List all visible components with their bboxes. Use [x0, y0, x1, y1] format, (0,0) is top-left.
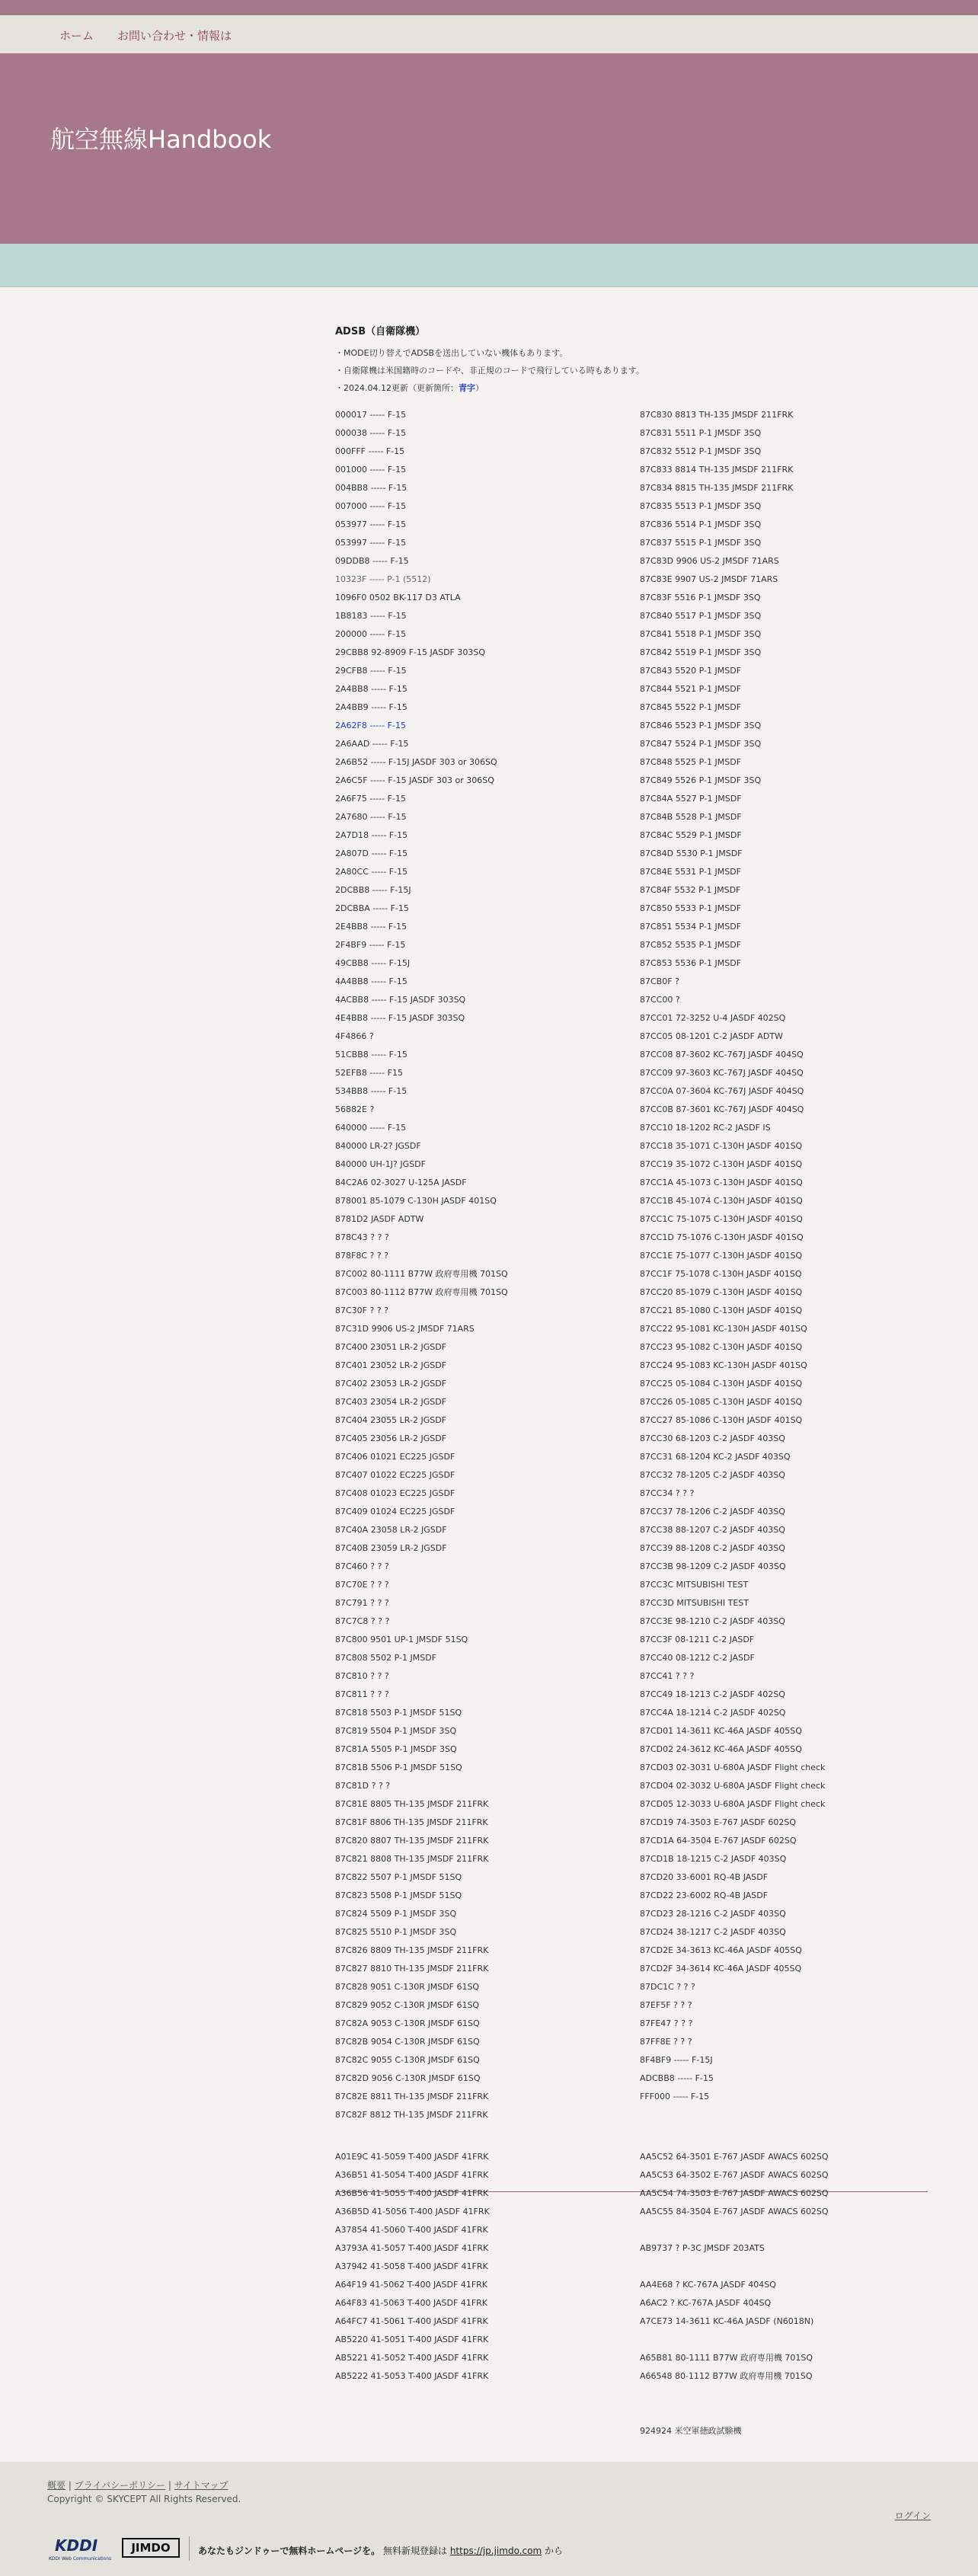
right-list-row: 87C850 5533 P-1 JMSDF — [640, 903, 742, 913]
bottom-left-row: A36B5D 41-5056 T-400 JASDF 41FRK — [335, 2207, 490, 2216]
left-list-row: 4A4BB8 ----- F-15 — [335, 976, 408, 986]
right-list-row: 87CC3D MITSUBISHI TEST — [640, 1598, 749, 1608]
left-list-row: 87C408 01023 EC225 JGSDF — [335, 1488, 455, 1498]
right-list-row: 87CC0B 87-3601 KC-767J JASDF 404SQ — [640, 1104, 804, 1114]
left-list-row: 87C825 5510 P-1 JMSDF 3SQ — [335, 1927, 457, 1937]
left-list-row: 52EFB8 ----- F15 — [335, 1068, 403, 1078]
right-list-row: 87CB0F ? — [640, 976, 679, 986]
right-list-row: 87CC19 35-1072 C-130H JASDF 401SQ — [640, 1159, 803, 1169]
bottom-left-row: AB5221 41-5052 T-400 JASDF 41FRK — [335, 2353, 489, 2363]
right-list-row: 87CD22 23-6002 RQ-4B JASDF — [640, 1890, 769, 1900]
left-list-row: 87C811 ? ? ? — [335, 1689, 389, 1699]
bottom-left-row: AB5220 41-5051 T-400 JASDF 41FRK — [335, 2335, 489, 2344]
right-list-row: 87C852 5535 P-1 JMSDF — [640, 940, 742, 950]
promo-bold: あなたもジンドゥーで無料ホームページを。 — [198, 2546, 381, 2556]
right-list-row: 87CC20 85-1079 C-130H JASDF 401SQ — [640, 1287, 803, 1297]
right-list-row: 87CC3E 98-1210 C-2 JASDF 403SQ — [640, 1616, 785, 1626]
left-list-row: 878001 85-1079 C-130H JASDF 401SQ — [335, 1196, 497, 1206]
promo-body: 無料新規登録は — [380, 2546, 450, 2556]
right-list-row: 87CC32 78-1205 C-2 JASDF 403SQ — [640, 1470, 785, 1480]
right-list-row: 87CD05 12-3033 U-680A JASDF Flight check — [640, 1799, 826, 1809]
bottom-right-row: AA5C54 74-3503 E-767 JASDF AWACS 602SQ — [640, 2188, 829, 2198]
main-nav — [0, 15, 978, 54]
left-list-row: 87C40B 23059 LR-2 JGSDF — [335, 1543, 447, 1553]
left-list-row: 8781D2 JASDF ADTW — [335, 1214, 424, 1224]
bottom-right-row: A65B81 80-1111 B77W 政府専用機 701SQ — [640, 2353, 813, 2363]
left-list-row: 87C82D 9056 C-130R JMSDF 61SQ — [335, 2073, 481, 2083]
right-list-row: 87CC4A 18-1214 C-2 JASDF 402SQ — [640, 1708, 786, 1718]
left-list-row: 2A62F8 ----- F-15 — [335, 721, 406, 730]
footer-links: 概要 | プライバシーポリシー | サイトマップ — [47, 2480, 229, 2491]
right-list-row: 87CC22 95-1081 KC-130H JASDF 401SQ — [640, 1324, 807, 1334]
left-list-row: 87C405 23056 LR-2 JGSDF — [335, 1433, 446, 1443]
right-list-row: 87CC1E 75-1077 C-130H JASDF 401SQ — [640, 1251, 803, 1261]
right-list-row: 87C842 5519 P-1 JMSDF 3SQ — [640, 647, 762, 657]
right-list-row: 87CD23 28-1216 C-2 JASDF 403SQ — [640, 1909, 786, 1919]
left-list-row: 200000 ----- F-15 — [335, 629, 407, 639]
left-list-row: 2A6B52 ----- F-15J JASDF 303 or 306SQ — [335, 757, 497, 767]
left-list-row: 840000 LR-2? JGSDF — [335, 1141, 421, 1151]
right-list-row: 87CD1B 18-1215 C-2 JASDF 403SQ — [640, 1854, 787, 1864]
right-list-row: 87CC26 05-1085 C-130H JASDF 401SQ — [640, 1397, 803, 1407]
hero-banner — [0, 53, 978, 244]
code-list-right — [640, 406, 929, 2106]
left-list-row: 87C82F 8812 TH-135 JMSDF 211FRK — [335, 2110, 488, 2120]
promo-end: から — [542, 2546, 563, 2556]
right-list-row: 87CC1A 45-1073 C-130H JASDF 401SQ — [640, 1178, 803, 1187]
left-list-row: 1B8183 ----- F-15 — [335, 611, 407, 621]
left-list-row: 2A80CC ----- F-15 — [335, 867, 408, 877]
left-list-row: 87C800 9501 UP-1 JMSDF 51SQ — [335, 1635, 468, 1644]
right-list-row: 87CD01 14-3611 KC-46A JASDF 405SQ — [640, 1726, 802, 1736]
section-title: ADSB（自衛隊機） — [335, 326, 426, 337]
left-list-row: 4E4BB8 ----- F-15 JASDF 303SQ — [335, 1013, 465, 1023]
right-list-row: 87CD03 02-3031 U-680A JASDF Flight check — [640, 1763, 826, 1772]
left-list-row: 87C820 8807 TH-135 JMSDF 211FRK — [335, 1836, 489, 1846]
left-list-row: 000038 ----- F-15 — [335, 428, 407, 438]
left-list-row: 004BB8 ----- F-15 — [335, 483, 408, 493]
left-list-row: 56882E ? — [335, 1104, 375, 1114]
bottom-right-row: AB9737 ? P-3C JMSDF 203ATS — [640, 2243, 765, 2253]
left-list-row: 87C822 5507 P-1 JMSDF 51SQ — [335, 1872, 462, 1882]
right-list-row: 87C843 5520 P-1 JMSDF — [640, 666, 742, 676]
left-list-row: 51CBB8 ----- F-15 — [335, 1050, 408, 1059]
update-highlight: 青字 — [458, 383, 475, 393]
left-list-row: 87C30F ? ? ? — [335, 1306, 389, 1315]
right-list-row: 87CC09 97-3603 KC-767J JASDF 404SQ — [640, 1068, 804, 1078]
right-list-row: 87C833 8814 TH-135 JMSDF 211FRK — [640, 465, 794, 475]
right-list-row: 87CC10 18-1202 RC-2 JASDF IS — [640, 1123, 771, 1133]
bottom-left-row: A64FC7 41-5061 T-400 JASDF 41FRK — [335, 2316, 488, 2326]
right-list-row: 87C834 8815 TH-135 JMSDF 211FRK — [640, 483, 794, 493]
left-list-row: 87C82C 9055 C-130R JMSDF 61SQ — [335, 2055, 480, 2065]
left-list-row: 878C43 ? ? ? — [335, 1232, 389, 1242]
left-list-row: 87C81A 5505 P-1 JMSDF 3SQ — [335, 1744, 457, 1754]
right-list-row: 87CC1D 75-1076 C-130H JASDF 401SQ — [640, 1232, 804, 1242]
update-suffix: ） — [475, 383, 484, 393]
promo-divider — [189, 2536, 190, 2561]
teal-band — [0, 244, 978, 287]
left-list-row: 87C002 80-1111 B77W 政府専用機 701SQ — [335, 1269, 508, 1279]
right-list-row: 87CC00 ? — [640, 995, 680, 1005]
top-accent-bar — [0, 0, 978, 15]
right-list-row: 87CC1F 75-1078 C-130H JASDF 401SQ — [640, 1269, 802, 1279]
right-list-row: 87C83D 9906 US-2 JMSDF 71ARS — [640, 556, 779, 566]
bottom-left-row: A36B51 41-5054 T-400 JASDF 41FRK — [335, 2170, 489, 2180]
right-list-row: 87C83E 9907 US-2 JMSDF 71ARS — [640, 574, 778, 584]
left-list-row: 2A6C5F ----- F-15 JASDF 303 or 306SQ — [335, 775, 494, 785]
kddi-logo[interactable]: KDDI — [55, 2536, 98, 2555]
left-list-row: 87C827 8810 TH-135 JMSDF 211FRK — [335, 1964, 489, 1974]
right-list-row: 87C848 5525 P-1 JMSDF — [640, 757, 742, 767]
left-list-row: 87C402 23053 LR-2 JGSDF — [335, 1379, 446, 1389]
left-list-row: 87C81E 8805 TH-135 JMSDF 211FRK — [335, 1799, 489, 1809]
footer — [0, 2462, 978, 2576]
right-list-row: 87CC25 05-1084 C-130H JASDF 401SQ — [640, 1379, 803, 1389]
left-list-row: 2A7680 ----- F-15 — [335, 812, 407, 822]
left-list-row: 2F4BF9 ----- F-15 — [335, 940, 406, 950]
left-list-row: 007000 ----- F-15 — [335, 501, 407, 511]
bottom-left-row: A3793A 41-5057 T-400 JASDF 41FRK — [335, 2243, 489, 2253]
bottom-left-row: A64F83 41-5063 T-400 JASDF 41FRK — [335, 2298, 488, 2308]
right-list-row: 87C853 5536 P-1 JMSDF — [640, 958, 742, 968]
left-list-row: 87C407 01022 EC225 JGSDF — [335, 1470, 455, 1480]
right-list-row: 87CC3C MITSUBISHI TEST — [640, 1580, 749, 1590]
left-list-row: 09DDB8 ----- F-15 — [335, 556, 409, 566]
right-list-row: 87CD24 38-1217 C-2 JASDF 403SQ — [640, 1927, 786, 1937]
bottom-right-row: AA5C52 64-3501 E-767 JASDF AWACS 602SQ — [640, 2152, 829, 2162]
right-list-row: 87CC01 72-3252 U-4 JASDF 402SQ — [640, 1013, 786, 1023]
left-list-row: 2E4BB8 ----- F-15 — [335, 922, 408, 932]
left-list-row: 87C791 ? ? ? — [335, 1598, 389, 1608]
right-list-row: 87CD02 24-3612 KC-46A JASDF 405SQ — [640, 1744, 802, 1754]
right-list-row: 87CD1A 64-3504 E-767 JASDF 602SQ — [640, 1836, 797, 1846]
left-list-row: 87C823 5508 P-1 JMSDF 51SQ — [335, 1890, 462, 1900]
right-list-row: 87CC38 88-1207 C-2 JASDF 403SQ — [640, 1525, 785, 1535]
right-list-row: 87CC1B 45-1074 C-130H JASDF 401SQ — [640, 1196, 803, 1206]
left-list-row: 2A7D18 ----- F-15 — [335, 830, 408, 840]
right-list-row: 87C841 5518 P-1 JMSDF 3SQ — [640, 629, 762, 639]
left-list-row: 2A6AAD ----- F-15 — [335, 739, 409, 749]
kddi-sub-text: KDDI Web Communications — [49, 2556, 112, 2562]
left-list-row: 640000 ----- F-15 — [335, 1123, 407, 1133]
site-title: 航空無線Handbook — [50, 125, 272, 154]
bottom-right-row — [640, 2404, 929, 2422]
left-list-row: 2A4BB8 ----- F-15 — [335, 684, 408, 694]
right-list-row: 87C84E 5531 P-1 JMSDF — [640, 867, 741, 877]
right-list-row: 87CC31 68-1204 KC-2 JASDF 403SQ — [640, 1452, 791, 1462]
left-list-row: 87C819 5504 P-1 JMSDF 3SQ — [335, 1726, 457, 1736]
main-content — [335, 324, 929, 2436]
right-list-row: 87DC1C ? ? ? — [640, 1982, 695, 1992]
left-list-row: 87C818 5503 P-1 JMSDF 51SQ — [335, 1708, 462, 1718]
right-list-row: 87C836 5514 P-1 JMSDF 3SQ — [640, 519, 762, 529]
update-note — [335, 379, 929, 397]
right-list-row: FFF000 ----- F-15 — [640, 2092, 710, 2101]
right-list-row: 87C847 5524 P-1 JMSDF 3SQ — [640, 739, 762, 749]
left-list-row: 534BB8 ----- F-15 — [335, 1086, 408, 1096]
footer-link-sitemap[interactable]: サイトマップ — [174, 2480, 229, 2491]
left-list-row: 87C81D ? ? ? — [335, 1781, 391, 1791]
right-list-row: 8F4BF9 ----- F-15J — [640, 2055, 713, 2065]
left-list-row: 29CBB8 92-8909 F-15 JASDF 303SQ — [335, 647, 486, 657]
bottom-left-row: A36B56 41-5055 T-400 JASDF 41FRK — [335, 2188, 489, 2198]
login-link[interactable]: ログイン — [894, 2510, 931, 2521]
right-list-row: 87CC3F 08-1211 C-2 JASDF — [640, 1635, 755, 1644]
right-list-row: 87CC21 85-1080 C-130H JASDF 401SQ — [640, 1306, 803, 1315]
footer-link-about[interactable]: 概要 — [47, 2480, 66, 2491]
left-list-row: 000FFF ----- F-15 — [335, 446, 405, 456]
left-list-row: 87C7C8 ? ? ? — [335, 1616, 390, 1626]
right-list-row: 87CC40 08-1212 C-2 JASDF — [640, 1653, 755, 1663]
left-list-row: 840000 UH-1J? JGSDF — [335, 1159, 426, 1169]
bottom-right-row: A7CE73 14-3611 KC-46A JASDF (N6018N) — [640, 2316, 814, 2326]
bottom-right-row: 924924 米空軍徳政試験機 — [640, 2426, 742, 2436]
right-list-row: 87CD20 33-6001 RQ-4B JASDF — [640, 1872, 769, 1882]
left-list-row: 87C460 ? ? ? — [335, 1561, 389, 1571]
bottom-right-row — [640, 2386, 929, 2404]
bottom-right-row: AA5C55 84-3504 E-767 JASDF AWACS 602SQ — [640, 2207, 829, 2216]
bottom-right-row — [640, 2258, 929, 2276]
left-list-row: 29CFB8 ----- F-15 — [335, 666, 407, 676]
left-list-row: 2A807D ----- F-15 — [335, 849, 408, 858]
right-list-row: 87C845 5522 P-1 JMSDF — [640, 702, 742, 712]
left-list-row: 87C82E 8811 TH-135 JMSDF 211FRK — [335, 2092, 489, 2101]
update-prefix: ・2024.04.12更新（更新箇所： — [335, 383, 459, 393]
copyright: Copyright © SKYCEPT All Rights Reserved. — [47, 2494, 241, 2504]
bottom-right-row — [640, 2221, 929, 2239]
left-list-row: 87C821 8808 TH-135 JMSDF 211FRK — [335, 1854, 489, 1864]
nav-item-home[interactable]: ホーム — [59, 29, 94, 43]
code-list-left — [335, 406, 625, 2124]
bottom-left-row: A01E9C 41-5059 T-400 JASDF 41FRK — [335, 2152, 489, 2162]
right-list-row: 87CC27 85-1086 C-130H JASDF 401SQ — [640, 1415, 803, 1425]
right-list-row: 87C849 5526 P-1 JMSDF 3SQ — [640, 775, 762, 785]
jimdo-promo-bar — [47, 2533, 931, 2567]
bottom-left-row: A64F19 41-5062 T-400 JASDF 41FRK — [335, 2280, 488, 2290]
right-list-row: 87EF5F ? ? ? — [640, 2000, 692, 2010]
note-2: ・自衛隊機は米国籍時のコードや、非正規のコードで飛行している時もあります。 — [335, 366, 644, 376]
left-list-row: 2A4BB9 ----- F-15 — [335, 702, 408, 712]
bottom-right-row: A66548 80-1112 B77W 政府専用機 701SQ — [640, 2371, 813, 2381]
right-list-row: ADCBB8 ----- F-15 — [640, 2073, 714, 2083]
left-list-row: 878F8C ? ? ? — [335, 1251, 389, 1261]
right-list-row: 87CC1C 75-1075 C-130H JASDF 401SQ — [640, 1214, 803, 1224]
right-list-row: 87CC0A 07-3604 KC-767J JASDF 404SQ — [640, 1086, 804, 1096]
left-list-row: 87C406 01021 EC225 JGSDF — [335, 1452, 455, 1462]
right-list-row: 87C84C 5529 P-1 JMSDF — [640, 830, 742, 840]
left-list-row: 2DCBB8 ----- F-15J — [335, 885, 411, 895]
left-list-row: 87C82B 9054 C-130R JMSDF 61SQ — [335, 2037, 480, 2047]
left-list-row: 2A6F75 ----- F-15 — [335, 794, 406, 804]
right-list-row: 87C837 5515 P-1 JMSDF 3SQ — [640, 538, 762, 548]
right-list-row: 87C846 5523 P-1 JMSDF 3SQ — [640, 721, 762, 730]
left-list-row: 87C810 ? ? ? — [335, 1671, 389, 1681]
right-list-row: 87CC30 68-1203 C-2 JASDF 403SQ — [640, 1433, 785, 1443]
left-list-row: 87C824 5509 P-1 JMSDF 3SQ — [335, 1909, 457, 1919]
left-list-row: 2DCBBA ----- F-15 — [335, 903, 409, 913]
right-list-row: 87CC37 78-1206 C-2 JASDF 403SQ — [640, 1507, 785, 1517]
left-list-row: 053977 ----- F-15 — [335, 519, 407, 529]
bottom-left-row: A37854 41-5060 T-400 JASDF 41FRK — [335, 2225, 488, 2235]
left-list-row: 87C401 23052 LR-2 JGSDF — [335, 1360, 446, 1370]
right-list-row: 87CD04 02-3032 U-680A JASDF Flight check — [640, 1781, 826, 1791]
right-list-row: 87C84B 5528 P-1 JMSDF — [640, 812, 742, 822]
left-list-row: 4F4866 ? — [335, 1031, 374, 1041]
left-list-row: 84C2A6 02-3027 U-125A JASDF — [335, 1178, 467, 1187]
bottom-right-row: AA4E68 ? KC-767A JASDF 404SQ — [640, 2280, 776, 2290]
left-list-row: 87C403 23054 LR-2 JGSDF — [335, 1397, 446, 1407]
footer-link-privacy[interactable]: プライバシーポリシー — [74, 2480, 166, 2491]
left-list-row: 87C826 8809 TH-135 JMSDF 211FRK — [335, 1945, 489, 1955]
right-list-row: 87CC34 ? ? ? — [640, 1488, 695, 1498]
left-list-row: 49CBB8 ----- F-15J — [335, 958, 411, 968]
code-list — [335, 406, 929, 2143]
left-list-row: 87C81F 8806 TH-135 JMSDF 211FRK — [335, 1817, 488, 1827]
left-list-row: 1096F0 0502 BK-117 D3 ATLA — [335, 593, 461, 602]
right-list-row: 87CC08 87-3602 KC-767J JASDF 404SQ — [640, 1050, 804, 1059]
bottom-left-row: A37942 41-5058 T-400 JASDF 41FRK — [335, 2261, 488, 2271]
right-list-row: 87C832 5512 P-1 JMSDF 3SQ — [640, 446, 762, 456]
bottom-list-right — [640, 2148, 929, 2440]
nav-item-contact[interactable]: お問い合わせ・情報は — [117, 29, 232, 43]
right-list-row: 87C84A 5527 P-1 JMSDF — [640, 794, 742, 804]
left-list-row: 4ACBB8 ----- F-15 JASDF 303SQ — [335, 995, 466, 1005]
left-list-row: 87C81B 5506 P-1 JMSDF 51SQ — [335, 1763, 462, 1772]
left-list-row: 87C808 5502 P-1 JMSDF — [335, 1653, 437, 1663]
right-list-row: 87CC49 18-1213 C-2 JASDF 402SQ — [640, 1689, 785, 1699]
right-list-row: 87C84D 5530 P-1 JMSDF — [640, 849, 743, 858]
right-list-row: 87CC24 95-1083 KC-130H JASDF 401SQ — [640, 1360, 807, 1370]
right-list-row: 87C831 5511 P-1 JMSDF 3SQ — [640, 428, 762, 438]
right-list-row: 87CC18 35-1071 C-130H JASDF 401SQ — [640, 1141, 803, 1151]
right-list-row: 87C83F 5516 P-1 JMSDF 3SQ — [640, 593, 761, 602]
promo-text — [198, 2544, 563, 2557]
bottom-left-row: AB5222 41-5053 T-400 JASDF 41FRK — [335, 2371, 489, 2381]
bottom-list-left — [335, 2148, 625, 2386]
bottom-right-row: AA5C53 64-3502 E-767 JASDF AWACS 602SQ — [640, 2170, 829, 2180]
left-list-row: 87C31D 9906 US-2 JMSDF 71ARS — [335, 1324, 475, 1334]
left-list-row: 87C70E ? ? ? — [335, 1580, 389, 1590]
left-list-row: 10323F ----- P-1 (5512) — [335, 574, 431, 584]
bottom-right-row — [640, 2331, 929, 2349]
right-list-row: 87C851 5534 P-1 JMSDF — [640, 922, 742, 932]
left-list-row: 000017 ----- F-15 — [335, 410, 407, 420]
right-list-row: 87CD19 74-3503 E-767 JASDF 602SQ — [640, 1817, 796, 1827]
right-list-row: 87C830 8813 TH-135 JMSDF 211FRK — [640, 410, 794, 420]
right-list-row: 87CC05 08-1201 C-2 JASDF ADTW — [640, 1031, 783, 1041]
right-list-row: 87CC23 95-1082 C-130H JASDF 401SQ — [640, 1342, 803, 1352]
right-list-row: 87C84F 5532 P-1 JMSDF — [640, 885, 741, 895]
bottom-right-row: A6AC2 ? KC-767A JASDF 404SQ — [640, 2298, 772, 2308]
promo-link[interactable]: https://jp.jimdo.com — [449, 2546, 542, 2556]
right-list-row: 87FF8E ? ? ? — [640, 2037, 692, 2047]
left-list-row: 87C828 9051 C-130R JMSDF 61SQ — [335, 1982, 480, 1992]
right-list-row: 87CD2E 34-3613 KC-46A JASDF 405SQ — [640, 1945, 802, 1955]
right-list-row: 87C844 5521 P-1 JMSDF — [640, 684, 742, 694]
left-list-row: 001000 ----- F-15 — [335, 465, 407, 475]
right-list-row: 87C840 5517 P-1 JMSDF 3SQ — [640, 611, 762, 621]
right-list-row: 87CC39 88-1208 C-2 JASDF 403SQ — [640, 1543, 785, 1553]
left-list-row: 87C003 80-1112 B77W 政府専用機 701SQ — [335, 1287, 508, 1297]
left-list-row: 87C400 23051 LR-2 JGSDF — [335, 1342, 446, 1352]
left-list-row: 87C82A 9053 C-130R JMSDF 61SQ — [335, 2018, 480, 2028]
right-list-row: 87CC41 ? ? ? — [640, 1671, 695, 1681]
jimdo-logo[interactable]: JIMDO — [122, 2538, 180, 2558]
left-list-row: 87C404 23055 LR-2 JGSDF — [335, 1415, 446, 1425]
right-list-row: 87CD2F 34-3614 KC-46A JASDF 405SQ — [640, 1964, 802, 1974]
right-list-row: 87FE47 ? ? ? — [640, 2018, 693, 2028]
note-1: ・MODE切り替えでADSBを送出していない機体もあります。 — [335, 348, 568, 358]
left-list-row: 87C40A 23058 LR-2 JGSDF — [335, 1525, 447, 1535]
left-list-row: 87C829 9052 C-130R JMSDF 61SQ — [335, 2000, 480, 2010]
right-list-row: 87CC3B 98-1209 C-2 JASDF 403SQ — [640, 1561, 786, 1571]
left-list-row: 053997 ----- F-15 — [335, 538, 407, 548]
left-list-row: 87C409 01024 EC225 JGSDF — [335, 1507, 455, 1517]
right-list-row: 87C835 5513 P-1 JMSDF 3SQ — [640, 501, 762, 511]
